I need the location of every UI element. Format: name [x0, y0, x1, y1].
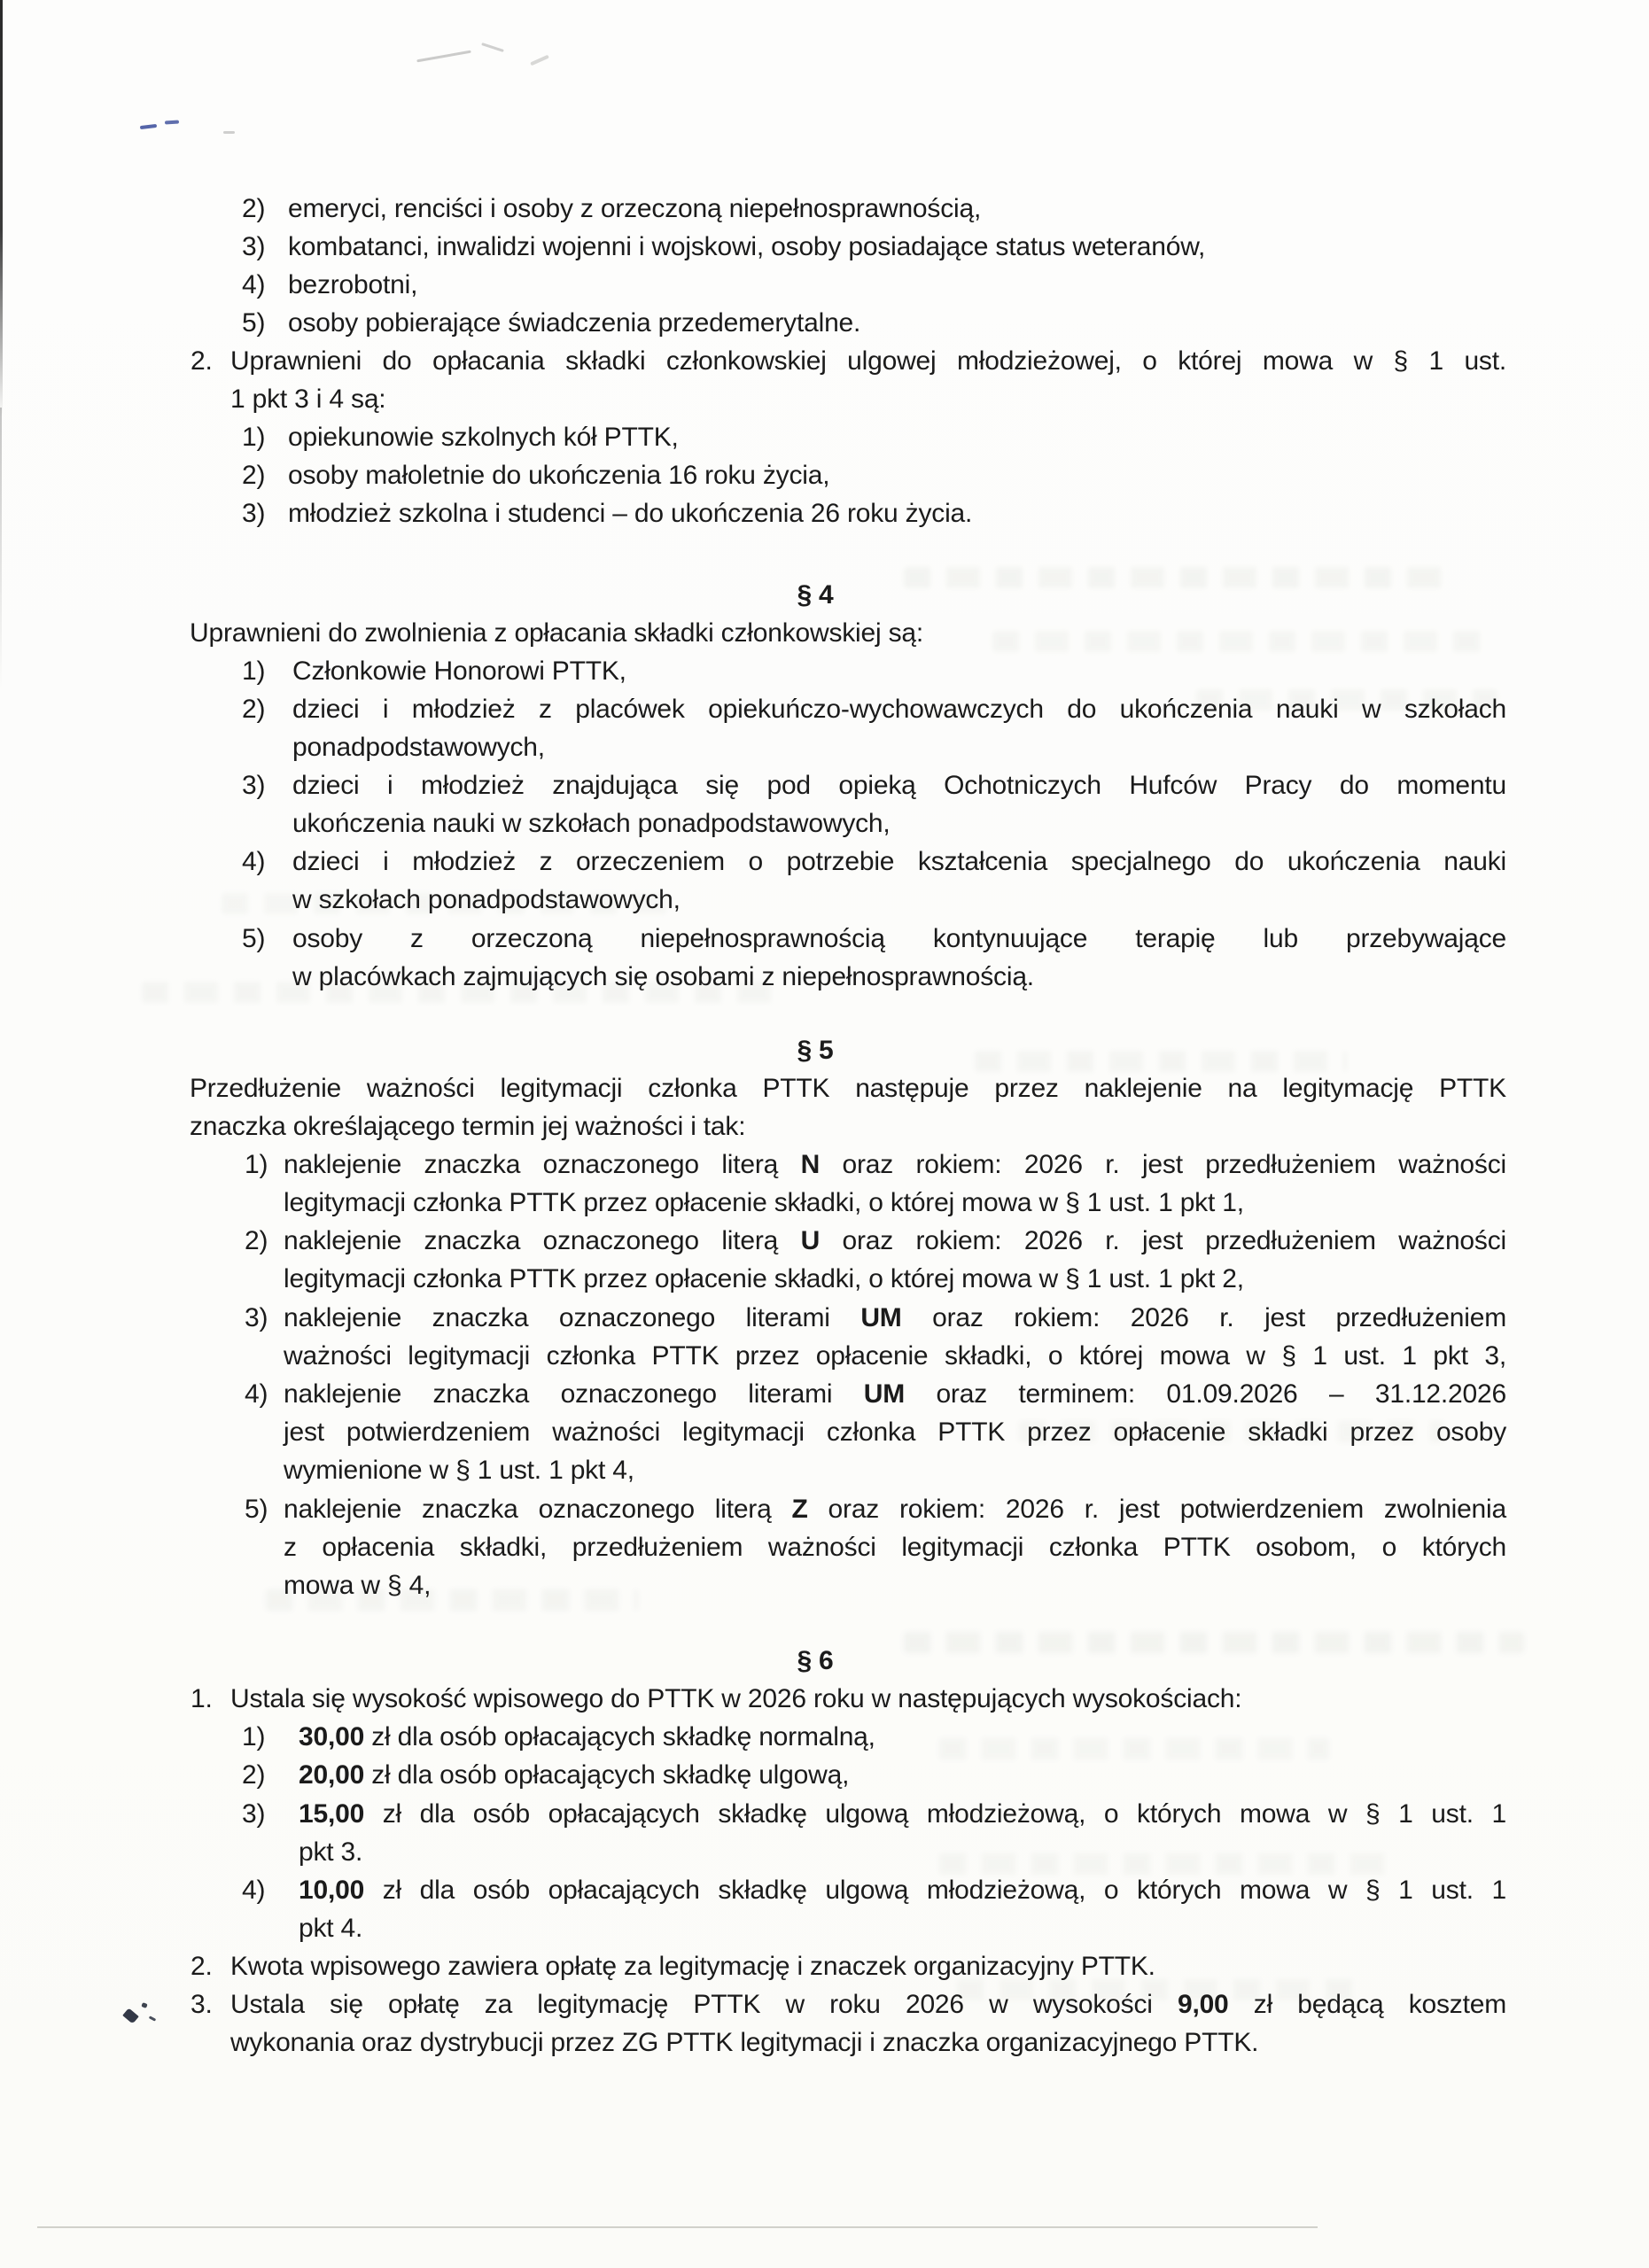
doc-line: 2) osoby małoletnie do ukończenia 16 roku życia, — [242, 458, 1506, 495]
list-marker: 5) — [242, 924, 266, 953]
list-marker: 3) — [242, 1799, 266, 1829]
doc-line: pkt 4. — [299, 1914, 363, 1943]
scan-edge-line — [0, 0, 3, 416]
doc-line: z opłacenia składki, przedłużeniem ważności legitymacji członka PTTK osobom, o których — [284, 1533, 1506, 1562]
section-heading: § 5 — [797, 1036, 834, 1065]
list-marker: 2. — [191, 1952, 213, 1981]
list-marker: 4) — [242, 270, 266, 299]
list-marker: 1) — [242, 656, 266, 686]
doc-line: Uprawnieni do zwolnienia z opłacania składki członkowskiej są: — [190, 618, 924, 648]
list-marker: 2) — [242, 1760, 266, 1790]
doc-line: mowa w § 4, — [284, 1571, 432, 1600]
doc-line: ukończenia nauki w szkołach ponadpodstawowych, — [292, 809, 891, 838]
pencil-smudge-top-center-3 — [530, 55, 549, 66]
list-marker: 2. — [191, 346, 213, 376]
doc-line: 3) dzieci i młodzież znajdująca się pod opieką Ochotniczych Hufców Pracy do momentu — [242, 768, 1506, 805]
section-heading: § 4 — [797, 580, 834, 610]
doc-line: Przedłużenie ważności legitymacji członka PTTK następuje przez naklejenie na legitymację PTTK — [190, 1074, 1506, 1103]
doc-line: 3. Ustala się opłatę za legitymację PTTK w roku 2026 w wysokości 9,00 zł będącą kosztem — [191, 1987, 1506, 2024]
pen-mark-bottom-2 — [141, 2002, 147, 2008]
pen-mark-top-2 — [165, 120, 179, 124]
doc-line: 3) 15,00 zł dla osób opłacających składkę ulgową młodzieżową, o których mowa w § 1 ust. 1 — [242, 1797, 1506, 1834]
pen-mark-top — [140, 124, 157, 129]
list-marker: 1) — [245, 1150, 268, 1179]
doc-line: legitymacji członka PTTK przez opłacenie składki, o której mowa w § 1 ust. 1 pkt 1, — [284, 1188, 1244, 1217]
doc-line: wykonania oraz dystrybucji przez ZG PTTK legitymacji i znaczka organizacyjnego PTTK. — [230, 2028, 1259, 2057]
list-marker: 4) — [242, 1876, 266, 1905]
doc-line: w placówkach zajmujących się osobami z niepełnosprawnością. — [292, 962, 1034, 991]
pencil-smudge-top-center — [416, 50, 471, 63]
doc-line: 4) naklejenie znaczka oznaczonego literami UM oraz terminem: 01.09.2026 – 31.12.2026 — [245, 1377, 1506, 1414]
doc-line: 2) emeryci, renciści i osoby z orzeczoną niepełnosprawnością, — [242, 191, 1506, 229]
doc-line: ważności legitymacji członka PTTK przez opłacenie składki, o której mowa w § 1 ust. 1 pkt 3, — [284, 1341, 1506, 1371]
list-marker: 5) — [242, 308, 266, 338]
doc-line: 3) kombatanci, inwalidzi wojenni i wojskowi, osoby posiadające status weteranów, — [242, 229, 1506, 267]
doc-line: 4) 10,00 zł dla osób opłacających składkę ulgową młodzieżową, o których mowa w § 1 ust. 1 — [242, 1873, 1506, 1910]
list-marker: 3) — [242, 499, 266, 528]
doc-line: legitymacji członka PTTK przez opłacenie składki, o której mowa w § 1 ust. 1 pkt 2, — [284, 1264, 1244, 1293]
list-marker: 2) — [242, 695, 266, 724]
doc-line: znaczka określającego termin jej ważności i tak: — [190, 1112, 746, 1141]
doc-line: 2) naklejenie znaczka oznaczonego literą U oraz rokiem: 2026 r. jest przedłużeniem ważności — [245, 1223, 1506, 1261]
doc-line: 2) dzieci i młodzież z placówek opiekuńczo-wychowawczych do ukończenia nauki w szkołach — [242, 692, 1506, 729]
doc-line: 5) osoby z orzeczoną niepełnosprawnością kontynuujące terapię lub przebywające — [242, 921, 1506, 959]
doc-line: 1 pkt 3 i 4 są: — [230, 384, 386, 414]
doc-line: w szkołach ponadpodstawowych, — [292, 885, 681, 914]
list-marker: 1) — [242, 423, 266, 452]
pencil-dot-top — [223, 131, 235, 134]
doc-line: 2) 20,00 zł dla osób opłacających składkę ulgową, — [242, 1758, 1506, 1795]
list-marker: 2) — [245, 1226, 268, 1255]
doc-line: ponadpodstawowych, — [292, 733, 545, 762]
doc-line: 1) naklejenie znaczka oznaczonego literą N oraz rokiem: 2026 r. jest przedłużeniem ważności — [245, 1147, 1506, 1184]
doc-line: 5) naklejenie znaczka oznaczonego literą Z oraz rokiem: 2026 r. jest potwierdzeniem zwolnienia — [245, 1492, 1506, 1529]
doc-line: pkt 3. — [299, 1837, 363, 1867]
scan-bottom-line — [37, 2226, 1318, 2228]
list-marker: 2) — [242, 194, 266, 223]
doc-line: 1) 30,00 zł dla osób opłacających składkę normalną, — [242, 1720, 1506, 1757]
list-marker: 2) — [242, 461, 266, 490]
doc-line: 1. Ustala się wysokość wpisowego do PTTK w 2026 roku w następujących wysokościach: — [191, 1682, 1506, 1719]
list-marker: 4) — [245, 1379, 268, 1409]
doc-line: wymienione w § 1 ust. 1 pkt 4, — [284, 1456, 634, 1485]
doc-line: 2. Kwota wpisowego zawiera opłatę za legitymację i znaczek organizacyjny PTTK. — [191, 1949, 1506, 1986]
doc-line: 4) dzieci i młodzież z orzeczeniem o potrzebie kształcenia specjalnego do ukończenia nauki — [242, 844, 1506, 882]
doc-line: 5) osoby pobierające świadczenia przedemerytalne. — [242, 306, 1506, 343]
pen-mark-bottom-3 — [149, 2016, 156, 2021]
doc-line: jest potwierdzeniem ważności legitymacji członka PTTK przez opłacenie składki przez osoby — [284, 1418, 1506, 1447]
list-marker: 5) — [245, 1495, 268, 1524]
list-marker: 4) — [242, 847, 266, 876]
list-marker: 3) — [245, 1303, 268, 1332]
list-marker: 3) — [242, 771, 266, 800]
list-marker: 3. — [191, 1990, 213, 2019]
doc-line: 3) naklejenie znaczka oznaczonego literami UM oraz rokiem: 2026 r. jest przedłużeniem — [245, 1301, 1506, 1338]
doc-line: 1) opiekunowie szkolnych kół PTTK, — [242, 420, 1506, 457]
pen-mark-bottom — [122, 2008, 139, 2023]
doc-line: 4) bezrobotni, — [242, 268, 1506, 305]
pencil-smudge-top-center-2 — [481, 43, 504, 52]
doc-line: 1) Członkowie Honorowi PTTK, — [242, 654, 1506, 691]
section-heading: § 6 — [797, 1646, 834, 1675]
scan-edge-line-faint — [0, 408, 2, 691]
list-marker: 3) — [242, 232, 266, 261]
list-marker: 1) — [242, 1722, 266, 1751]
list-marker: 1. — [191, 1684, 213, 1713]
doc-line: 3) młodzież szkolna i studenci – do ukończenia 26 roku życia. — [242, 496, 1506, 533]
doc-line: 2. Uprawnieni do opłacania składki członkowskiej ulgowej młodzieżowej, o której mowa w § 1 ust. — [191, 344, 1506, 381]
